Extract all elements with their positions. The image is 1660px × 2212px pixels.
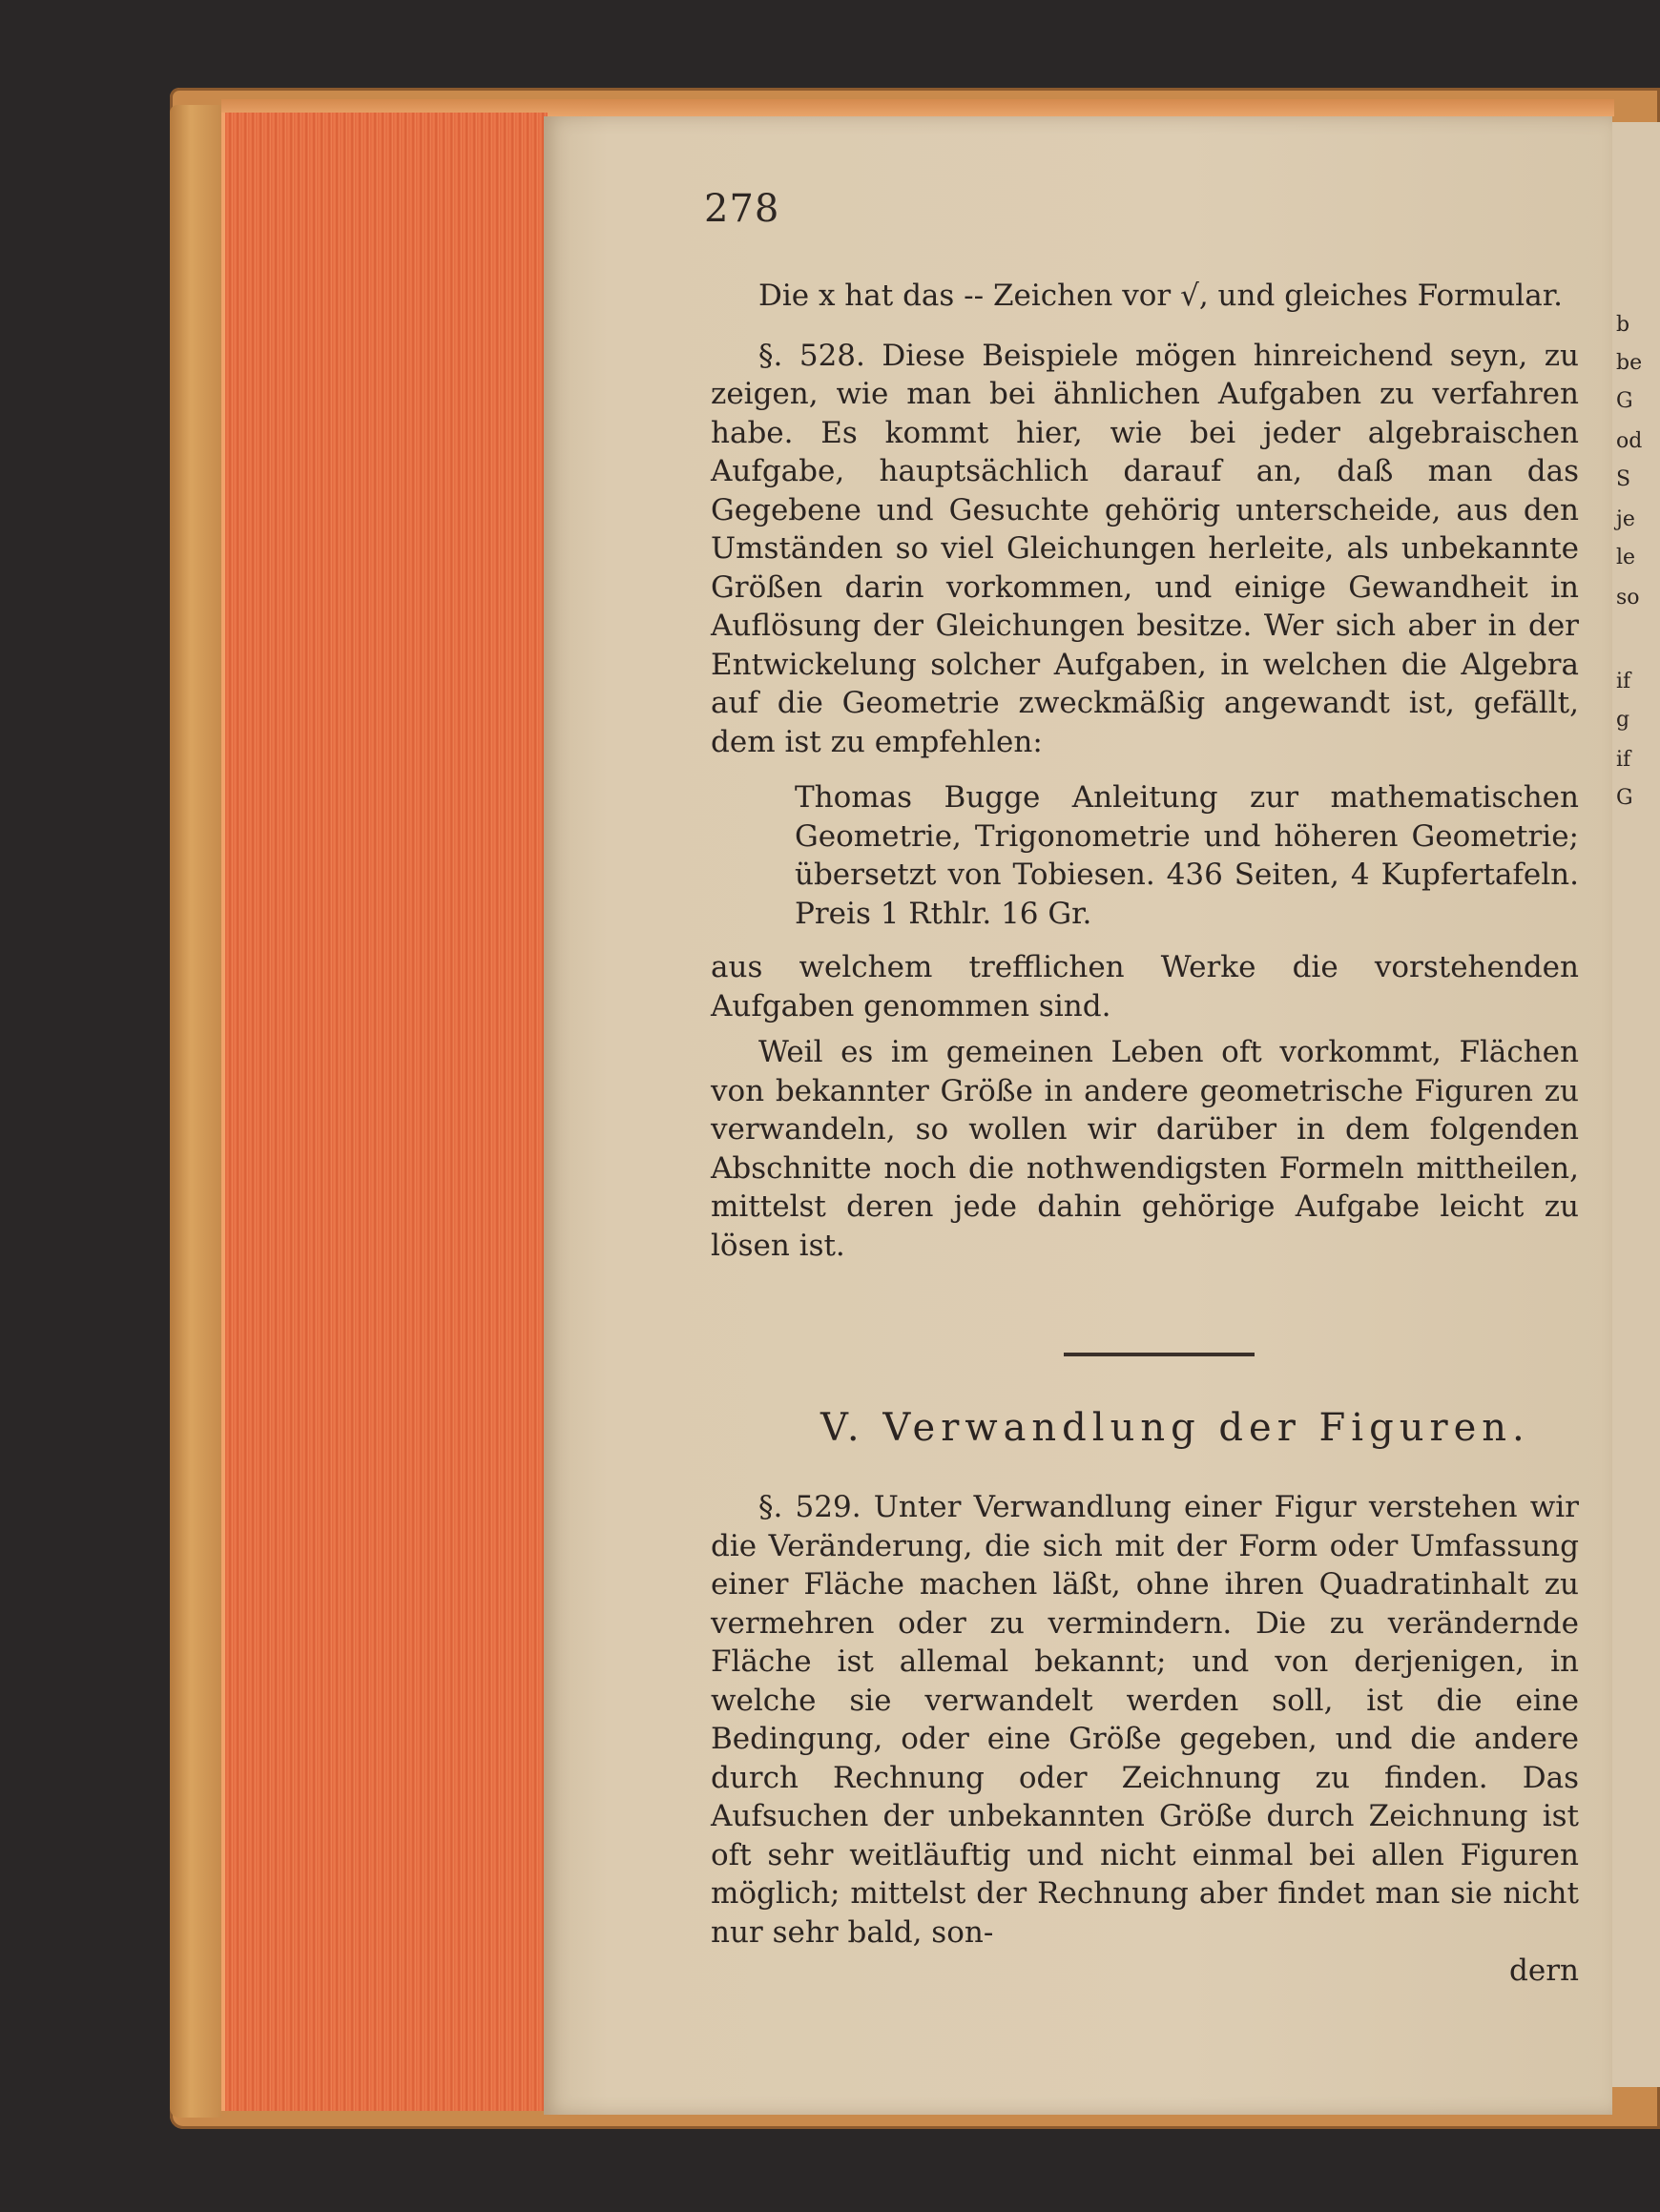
next-page-fragment: od bbox=[1616, 429, 1643, 453]
next-page-fragment: le bbox=[1616, 546, 1636, 569]
text-block-top bbox=[711, 277, 1579, 1265]
next-page-fragment: je bbox=[1616, 507, 1635, 531]
paragraph-529: §. 529. Unter Verwandlung einer Figur verstehen wir die Veränderung, die sich mit der Form oder Umfassung einer Fläche machen läßt, ohne ihren Quadratinhalt zu vermehren oder zu vermindern. Die zu verändernde Fläche ist allemal bekannt; und von derjenigen, in welche sie verwandelt werden soll, ist die eine Bedingung, oder eine Größe gegeben, und die andere durch Rechnung oder Zeichnung zu finden. Das Aufsuchen der unbekannten Größe durch Zeichnung ist oft sehr weitläuftig und nicht einmal bei allen Figuren möglich; mittelst der Rechnung aber findet man sie nicht nur sehr bald, son- bbox=[711, 1490, 1579, 1950]
section-heading: V. Verwandlung der Figuren. bbox=[820, 1406, 1530, 1450]
paragraph-formula-note: Die x hat das -- Zeichen vor √, und gleiches Formular. bbox=[758, 279, 1563, 313]
next-page-fragment: S bbox=[1616, 467, 1631, 491]
page-edges-red bbox=[221, 113, 548, 2111]
text-block-bottom bbox=[711, 1488, 1579, 1991]
next-page-fragment: so bbox=[1616, 586, 1640, 610]
paragraph-reference-note: aus welchem trefflichen Werke die vorstehenden Aufgaben genommen sind. bbox=[711, 950, 1579, 1023]
paragraph-transition: Weil es im gemeinen Leben oft vorkommt, Flächen von bekannter Größe in andere geometrische Figuren zu verwandeln, so wollen wir darüber in dem folgenden Abschnitte noch die nothwendigsten Formeln mittheilen, mittelst deren jede dahin gehörige Aufgabe leicht zu lösen ist. bbox=[711, 1035, 1579, 1263]
next-page-fragment: if bbox=[1616, 748, 1631, 772]
book-spine bbox=[170, 105, 221, 2118]
page-number: 278 bbox=[704, 187, 780, 231]
next-page-fragment: g bbox=[1616, 708, 1630, 732]
next-page-fragment: G bbox=[1616, 786, 1633, 810]
book-reference: Thomas Bugge Anleitung zur mathematischen Geometrie, Trigonometrie und höheren Geometrie; übersetzt von Tobiesen. 436 Seiten, 4 Kupfertafeln. Preis 1 Rthlr. 16 Gr. bbox=[795, 780, 1579, 931]
paragraph-528: §. 528. Diese Beispiele mögen hinreichend seyn, zu zeigen, wie man bei ähnlichen Aufgaben zu verfahren habe. Es kommt hier, wie bei jeder algebraischen Aufgabe, hauptsächlich darauf an, daß man das Gegebene und Gesuchte gehörig unterscheide, aus den Umständen so viel Gleichungen herleite, als unbekannte Größen darin vorkommen, und einige Gewandheit in Auflösung der Gleichungen besitze. Wer sich aber in der Entwickelung solcher Aufgaben, in welchen die Algebra auf die Geometrie zweckmäßig angewandt ist, gefällt, dem ist zu empfehlen: bbox=[711, 338, 1579, 759]
catchword: dern bbox=[1509, 1954, 1579, 1988]
section-divider bbox=[1064, 1353, 1255, 1356]
next-page-fragment: if bbox=[1616, 670, 1631, 693]
next-page-fragment: G bbox=[1616, 389, 1633, 413]
next-page-fragment: be bbox=[1616, 351, 1643, 375]
next-page-fragment: b bbox=[1616, 313, 1630, 337]
next-page-edge bbox=[1612, 122, 1660, 2087]
